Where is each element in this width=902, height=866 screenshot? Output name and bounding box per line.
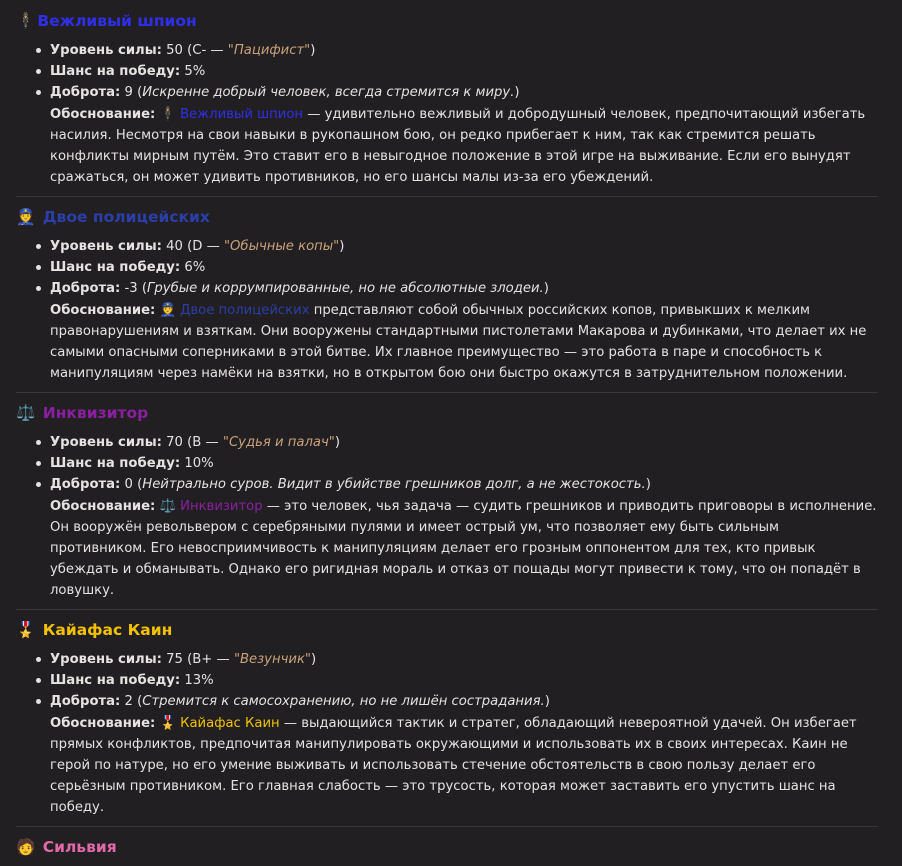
chance-label: Шанс на победу: bbox=[50, 64, 181, 79]
power-label: Уровень силы: bbox=[50, 239, 162, 254]
tier-value: D bbox=[192, 239, 203, 254]
character-heading bbox=[16, 834, 878, 860]
power-label: Уровень силы: bbox=[50, 652, 162, 667]
spy-icon: 🕴 bbox=[16, 12, 36, 30]
character-section bbox=[16, 8, 878, 197]
kindness-value: -3 bbox=[124, 281, 138, 296]
chance-value: 5% bbox=[184, 64, 206, 79]
police-officer-icon: 👮 bbox=[159, 303, 176, 318]
kindness-text: Грубые и коррумпированные, но не абсолютные злодеи. bbox=[147, 281, 544, 296]
power-level: Уровень силы: 50 (C- — "Пацифист") bbox=[50, 40, 878, 61]
reason-text: — выдающийся тактик и стратег, обладающий невероятной удачей. Он избегает прямых конфликтов, предпочитая манипулировать окружающими и использовать их в своих интересах. Каин не герой по натуре, но его умение выживать и использовать стечение обстоятельств в свою пользу делает его серьёзным противником. Его главная слабость — это трусость, которая может заставить его упустить шанс на победу. bbox=[50, 716, 857, 815]
character-section bbox=[16, 834, 878, 860]
chance-value: 6% bbox=[184, 260, 206, 275]
power-value: 70 bbox=[166, 435, 183, 450]
chance-label: Шанс на победу: bbox=[50, 673, 181, 688]
power-level: Уровень силы: 75 (B+ — "Везунчик") bbox=[50, 649, 878, 670]
tier-value: B+ bbox=[192, 652, 213, 667]
kindness-label: Доброта: bbox=[50, 281, 121, 296]
kindness-label: Доброта: bbox=[50, 85, 121, 100]
kindness-text: Стремится к самосохранению, но не лишён сострадания. bbox=[142, 694, 545, 709]
tier-name: "Пацифист" bbox=[227, 43, 311, 58]
power-label: Уровень силы: bbox=[50, 435, 162, 450]
tier-value: B bbox=[192, 435, 202, 450]
character-name: Сильвия bbox=[42, 838, 117, 856]
win-chance bbox=[50, 257, 878, 278]
character-heading bbox=[16, 617, 878, 643]
kindness-label: Доброта: bbox=[50, 477, 121, 492]
tier-name: "Везунчик" bbox=[233, 652, 311, 667]
character-name-link[interactable]: Двое полицейских bbox=[180, 303, 310, 318]
kindness-value: 0 bbox=[124, 477, 133, 492]
character-section bbox=[16, 204, 878, 393]
kindness-value: 2 bbox=[124, 694, 133, 709]
kindness-value: 9 bbox=[124, 85, 133, 100]
reason-text: — это человек, чья задача — судить грешников и приводить приговоры в исполнение. Он вооружён револьвером с серебряными пулями и имеет острый ум, что позволяет ему быть сильным противником. Его невосприимчивость к манипуляциям делает его грозным оппонентом для тех, кто привык убеждать и обманывать. Однако его ригидная мораль и отказ от пощады могут привести к тому, что он попадёт в ловушку. bbox=[50, 499, 877, 598]
character-name: Инквизитор bbox=[42, 404, 149, 422]
power-value: 50 bbox=[166, 43, 183, 58]
chance-value: 13% bbox=[184, 673, 214, 688]
chance-label: Шанс на победу: bbox=[50, 260, 181, 275]
scales-icon: ⚖️ bbox=[16, 404, 36, 422]
character-name-link[interactable]: Вежливый шпион bbox=[180, 107, 304, 122]
character-name-link[interactable]: Кайафас Каин bbox=[180, 716, 280, 731]
character-name-link[interactable]: Инквизитор bbox=[180, 499, 263, 514]
win-chance bbox=[50, 453, 878, 474]
reason-label: Обоснование: bbox=[50, 499, 156, 514]
character-heading bbox=[16, 400, 878, 426]
medal-icon: 🎖️ bbox=[16, 621, 36, 639]
scales-icon: ⚖️ bbox=[159, 499, 176, 514]
character-name: Кайафас Каин bbox=[42, 621, 173, 639]
character-section bbox=[16, 400, 878, 610]
reason-label: Обоснование: bbox=[50, 303, 156, 318]
win-chance bbox=[50, 61, 878, 82]
stats-list bbox=[16, 236, 878, 299]
reason-paragraph bbox=[16, 496, 878, 601]
reason-paragraph bbox=[16, 300, 878, 384]
reason-label: Обоснование: bbox=[50, 716, 156, 731]
kindness-label: Доброта: bbox=[50, 694, 121, 709]
character-section bbox=[16, 617, 878, 827]
reason-text: — удивительно вежливый и добродушный человек, предпочитающий избегать насилия. Несмотря на свои навыки в рукопашном бою, он редко прибегает к ним, так как стремится решать конфликты мирным путём. Это ставит его в невыгодное положение в этой игре на выживание. Если его вынудят сражаться, он может удивить противников, но его шансы малы из-за его убеждений. bbox=[50, 107, 866, 185]
chance-value: 10% bbox=[184, 456, 214, 471]
power-level: Уровень силы: 70 (B — "Судья и палач") bbox=[50, 432, 878, 453]
stats-list bbox=[16, 432, 878, 495]
tier-name: "Судья и палач" bbox=[222, 435, 335, 450]
tier-value: C- bbox=[192, 43, 207, 58]
kindness-text: Нейтрально суров. Видит в убийстве грешников долг, а не жестокость. bbox=[142, 477, 646, 492]
divider bbox=[16, 196, 878, 197]
character-name: Вежливый шпион bbox=[37, 12, 197, 30]
reason-paragraph bbox=[16, 104, 878, 188]
kindness: Доброта: 0 (Нейтрально суров. Видит в убийстве грешников долг, а не жестокость.) bbox=[50, 474, 878, 495]
character-name: Двое полицейских bbox=[42, 208, 210, 226]
divider bbox=[16, 826, 878, 827]
person-icon: 🧑 bbox=[16, 838, 36, 856]
medal-icon: 🎖️ bbox=[159, 716, 176, 731]
kindness: Доброта: 9 (Искренне добрый человек, всегда стремится к миру.) bbox=[50, 82, 878, 103]
power-label: Уровень силы: bbox=[50, 43, 162, 58]
divider bbox=[16, 392, 878, 393]
character-heading bbox=[16, 204, 878, 230]
character-list bbox=[16, 8, 878, 866]
win-chance bbox=[50, 670, 878, 691]
tier-name: "Обычные копы" bbox=[223, 239, 340, 254]
character-heading bbox=[16, 8, 878, 34]
kindness: Доброта: 2 (Стремится к самосохранению, но не лишён сострадания.) bbox=[50, 691, 878, 712]
stats-list bbox=[16, 40, 878, 103]
kindness: Доброта: -3 (Грубые и коррумпированные, но не абсолютные злодеи.) bbox=[50, 278, 878, 299]
reason-paragraph bbox=[16, 713, 878, 818]
divider bbox=[16, 609, 878, 610]
power-level: Уровень силы: 40 (D — "Обычные копы") bbox=[50, 236, 878, 257]
power-value: 75 bbox=[166, 652, 183, 667]
chance-label: Шанс на победу: bbox=[50, 456, 181, 471]
reason-text: представляют собой обычных российских копов, привыкших к мелким правонарушениям и взяткам. Они вооружены стандартными пистолетами Макарова и дубинками, что делает их не самыми опасными соперниками в этой битве. Их главное преимущество — это работа в паре и способность к манипуляциям через намёки на взятки, но в открытом бою они быстро окажутся в затруднительном положении. bbox=[50, 303, 867, 381]
police-officer-icon: 👮 bbox=[16, 208, 36, 226]
kindness-text: Искренне добрый человек, всегда стремится к миру. bbox=[142, 85, 515, 100]
reason-label: Обоснование: bbox=[50, 107, 156, 122]
spy-icon: 🕴 bbox=[159, 107, 176, 122]
power-value: 40 bbox=[166, 239, 183, 254]
stats-list bbox=[16, 649, 878, 712]
